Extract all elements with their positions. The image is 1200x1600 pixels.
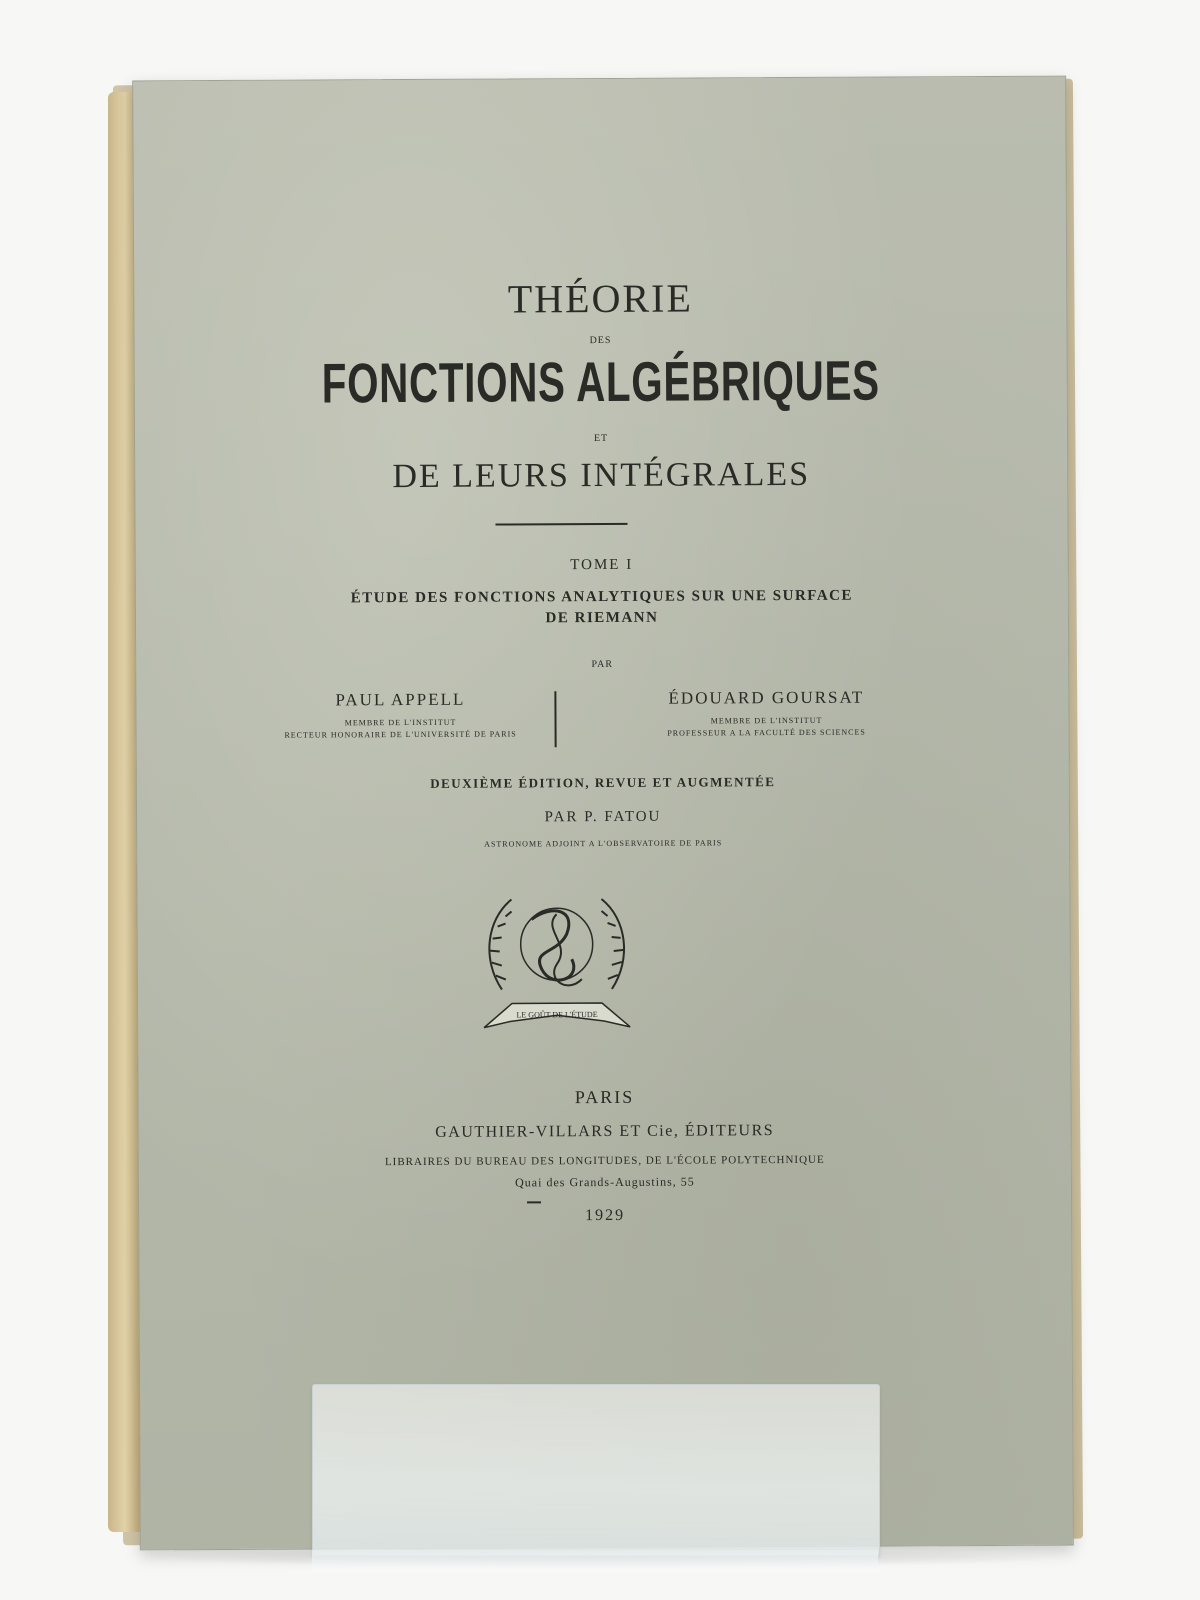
publication-year: 1929 [585,1206,626,1225]
author-divider [554,691,556,747]
author-left-name: PAUL APPELL [335,689,466,710]
author-left-line-1: MEMBRE DE L'INSTITUT [344,717,457,728]
publisher-line: LIBRAIRES DU BUREAU DES LONGITUDES, DE L'ÉCOLE POLYTECHNIQUE [384,1153,825,1169]
title-rule [495,523,627,526]
acrylic-stand-lip [312,1550,878,1572]
title-line-2: FONCTIONS ALGÉBRIQUES [321,348,880,415]
publisher-address: Quai des Grands-Augustins, 55 [515,1174,695,1190]
author-right-line-1: MEMBRE DE L'INSTITUT [710,715,823,726]
author-left [220,689,580,740]
title-line-3: DE LEURS INTÉGRALES [392,455,811,496]
year-rule [527,1201,541,1203]
book-cover [132,76,1074,1551]
reviser-title: ASTRONOME ADJOINT A L'OBSERVATOIRE DE PARIS [484,838,723,849]
publisher-name: GAUTHIER-VILLARS ET Cie, ÉDITEURS [435,1122,775,1141]
title-line-1: THÉORIE [507,275,693,322]
connector-et: ET [593,432,609,445]
author-right [586,687,946,738]
edition-line: DEUXIÈME ÉDITION, REVUE ET AUGMENTÉE [430,774,776,791]
connector-des: DES [589,334,612,347]
par-label: PAR [591,658,614,671]
publisher-emblem-icon [471,879,642,1040]
author-left-line-2: RECTEUR HONORAIRE DE L'UNIVERSITÉ DE PARIS [284,729,517,740]
emblem-motto: LE GOÛT DE L'ÉTUDE [516,1010,598,1020]
city-label: PARIS [574,1086,635,1108]
tome-label: TOME I [570,556,634,574]
cover-text [133,77,1065,1225]
acrylic-book-stand [312,1384,880,1556]
author-right-line-2: PROFESSEUR A LA FACULTÉ DES SCIENCES [667,727,866,738]
reviser-line: PAR P. FATOU [544,808,662,826]
subtitle-line-1: ÉTUDE DES FONCTIONS ANALYTIQUES SUR UNE SURFACE [350,587,854,607]
subtitle-line-2: DE RIEMANN [545,609,659,627]
author-right-name: ÉDOUARD GOURSAT [668,687,865,708]
